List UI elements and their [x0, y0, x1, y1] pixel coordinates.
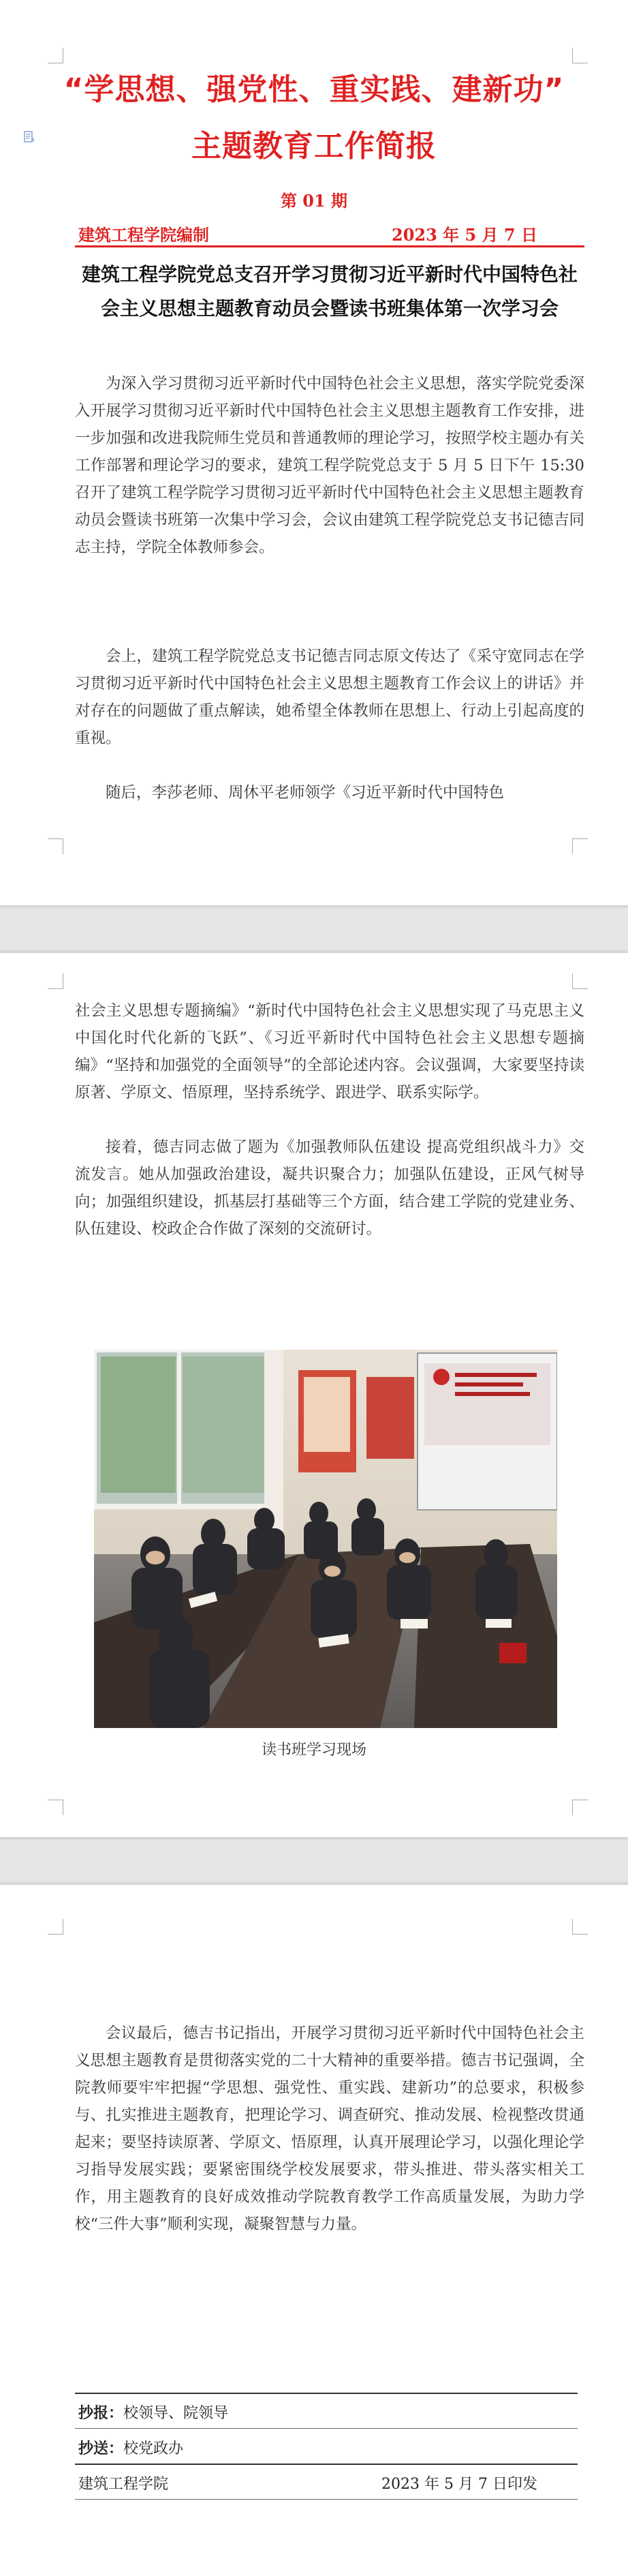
- issue-number: 第 01 期: [280, 191, 348, 211]
- photo-caption: 读书班学习现场: [261, 1742, 366, 1759]
- study-session-photo: [94, 1350, 557, 1728]
- red-divider: [75, 245, 584, 247]
- footer-rule: [75, 2428, 578, 2429]
- paragraph-1: 为深入学习贯彻习近平新时代中国特色社会主义思想，落实学院党委深入开展学习贯彻习近平新时代中国特色社会主义思想主题教育工作安排，进一步加强和改进我院师生党员和普通教师的理论学习，按照学校主题办有关工作部署和理论学习的要求，建筑工程学院党总支于 5 月 5 日下午 15:30 召开了建筑工程学院学习贯彻习近平新时代中国特色社会主义思想主题教育动员会暨读书班第一次集中学习会，会议由建筑工程学院党总支书记德吉同志主持，学院全体教师参会。: [75, 375, 584, 556]
- page-corner-mark: [48, 838, 63, 854]
- page-corner-mark: [48, 1800, 63, 1815]
- copy-to-label: 抄报：: [78, 2404, 124, 2422]
- page-corner-mark: [48, 973, 63, 989]
- paragraph-5: 会议最后，德吉书记指出，开展学习贯彻习近平新时代中国特色社会主义思想主题教育是贯彻落实党的二十大精神的重要举措。德吉书记强调，全院教师要牢牢把握“学思想、强党性、重实践、建新功”的总要求，积极参与、扎实推进主题教育，把理论学习、调查研究、推动发展、检视整改贯通起来；要坚持读原著、学原文、悟原理，认真开展理论学习，以强化理论学习指导发展实践；要紧密围绕学校发展要求，带头推进、带头落实相关工作，用主题教育的良好成效推动学院教育教学工作高质量发展，为助力学校“三件大事”顺利实现，凝聚智慧与力量。: [75, 2025, 584, 2233]
- paragraph-3-continued: 社会主义思想专题摘编》“新时代中国特色社会主义思想实现了马克思主义中国化时代化新的飞跃”、《习近平新时代中国特色社会主义思想专题摘编》“坚持和加强党的全面领导”的全部论述内容。会议强调，大家要坚持读原著、学原文、悟原理，坚持系统学、跟进学、联系实际学。: [75, 1002, 584, 1102]
- article-title: 建筑工程学院党总支召开学习贯彻习近平新时代中国特色社会主义思想主题教育动员会暨读书班集体第一次学习会: [81, 263, 578, 320]
- page-2-bottom-marks: [0, 1772, 628, 1837]
- issuing-organization: 建筑工程学院: [78, 2476, 169, 2493]
- footer-rule: [75, 2464, 578, 2465]
- copy-to-leaders: [78, 2401, 228, 2423]
- briefing-title-line2: 主题教育工作简报: [191, 129, 437, 164]
- copy-send-office: [78, 2437, 183, 2458]
- page-corner-mark: [572, 1919, 588, 1935]
- page-corner-mark: [48, 1919, 63, 1935]
- copy-send-label: 抄送：: [78, 2440, 124, 2457]
- page-corner-mark: [572, 1800, 588, 1815]
- footer-bottom-rule: [75, 2499, 578, 2500]
- page-1: [0, 0, 628, 905]
- copy-send-value: 校党政办: [123, 2440, 184, 2457]
- paragraph-2: 会上，建筑工程学院党总支书记德吉同志原文传达了《采守宽同志在学习贯彻习近平新时代中国特色社会主义思想主题教育工作会议上的讲话》并对存在的问题做了重点解读，她希望全体教师在思想上、行动上引起高度的重视。: [75, 648, 584, 747]
- copy-to-value: 校领导、院领导: [123, 2405, 229, 2422]
- briefing-title-line1: “学思想、强党性、重实践、建新功”: [63, 72, 565, 107]
- page-corner-mark: [572, 48, 588, 63]
- page-gap: [0, 905, 628, 953]
- issue-date: 2023 年 5 月 7 日: [392, 225, 537, 245]
- paragraph-3-start: 随后，李莎老师、周休平老师领学《习近平新时代中国特色: [106, 784, 505, 802]
- page-corner-mark: [48, 48, 63, 63]
- editor-label: 建筑工程学院编制: [78, 225, 209, 245]
- page-corner-mark: [572, 973, 588, 989]
- paragraph-4: 接着，德吉同志做了题为《加强教师队伍建设 提高党组织战斗力》交流发言。她从加强政治建设，凝共识聚合力；加强队伍建设，正风气树导向；加强组织建设，抓基层打基础等三个方面，结合建工学院的党建业务、队伍建设、校政企合作做了深刻的交流研讨。: [75, 1138, 584, 1238]
- footer-top-rule: [75, 2393, 578, 2394]
- print-date: 2023 年 5 月 7 日印发: [381, 2476, 537, 2493]
- page-gap: [0, 1837, 628, 1885]
- page-corner-mark: [572, 838, 588, 854]
